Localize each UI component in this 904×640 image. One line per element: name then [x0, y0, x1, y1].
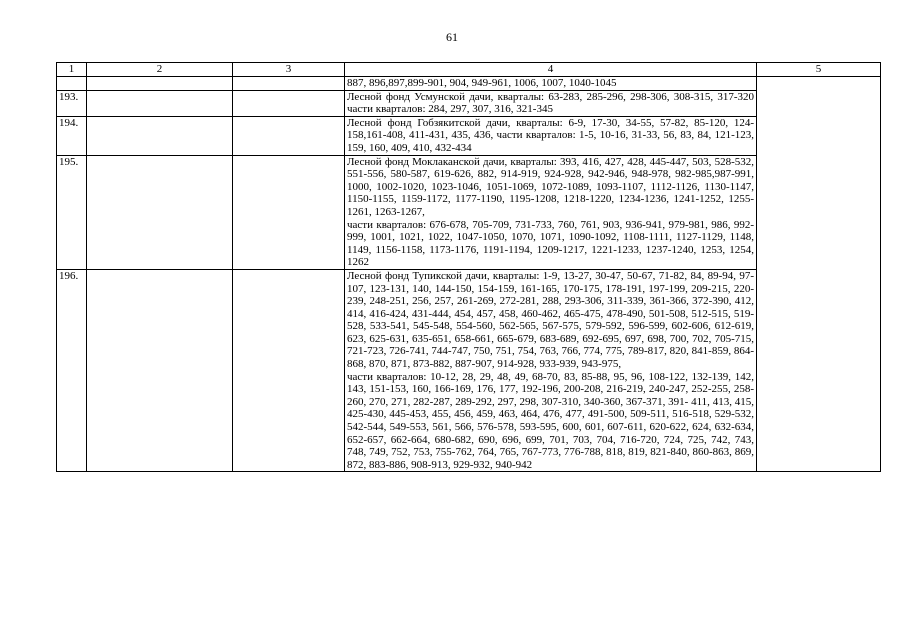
cell-col-3 — [233, 77, 345, 91]
cell-num — [57, 77, 87, 91]
cell-description: 887, 896,897,899-901, 904, 949-961, 1006, 1007, 1040-1045 — [345, 77, 757, 91]
cell-description — [345, 155, 757, 269]
cell-col-2 — [87, 269, 233, 472]
header-col-2: 2 — [87, 63, 233, 77]
cell-num: 195. — [57, 155, 87, 269]
description-parts-paragraph: части кварталов: 10-12, 28, 29, 48, 49, 68-70, 83, 85-88, 95, 96, 108-122, 132-139, 142, 143, 151-153, 160, 166-169, 176, 177, 192-196, 200-208, 216-219, 240-247, 252-255, 258-260, 270, 271, 282-287, 289-292, 297, 298, 307-310, 340-360, 367-371, 391- 411, 413, 415, 425-430, 445-453, 455, 456, 459, 463, 464, 476, 477, 491-500, 509-511, 516-518, 529-532, 542-544, 549-553, 561, 566, 576-578, 593-595, 600, 601, 607-611, 620-622, 624, 632-634, 652-657, 662-664, 680-682, 690, 696, 699, 701, 703, 704, 716-720, 724, 725, 742, 743, 748, 749, 752, 753, 755-762, 764, 765, 767-773, 776-788, 818, 819, 821-840, 860-863, 869, 872, 883-886, 908-913, 929-932, 940-942 — [347, 370, 754, 471]
cell-col-3 — [233, 90, 345, 116]
header-col-5: 5 — [757, 63, 881, 77]
cell-description: Лесной фонд Усмунской дачи, кварталы: 63-283, 285-296, 298-306, 308-315, 317-320 части кварталов: 284, 297, 307, 316, 321-345 — [345, 90, 757, 116]
cell-description: Лесной фонд Гобзякитской дачи, кварталы: 6-9, 17-30, 34-55, 57-82, 85-120, 124-158,161-408, 411-431, 435, 436, части кварталов: 1-5, 10-16, 31-33, 56, 83, 84, 121-123, 159, 160, 409, 410, 432-434 — [345, 116, 757, 155]
cell-col-2 — [87, 155, 233, 269]
cell-col-3 — [233, 155, 345, 269]
cell-description — [345, 269, 757, 472]
cell-num: 193. — [57, 90, 87, 116]
cell-col-5 — [757, 77, 881, 472]
header-col-1: 1 — [57, 63, 87, 77]
header-col-4: 4 — [345, 63, 757, 77]
table-header-row — [57, 63, 881, 77]
cell-col-2 — [87, 90, 233, 116]
forest-fund-table — [56, 62, 881, 472]
cell-num: 196. — [57, 269, 87, 472]
cell-col-3 — [233, 269, 345, 472]
cell-num: 194. — [57, 116, 87, 155]
cell-col-2 — [87, 77, 233, 91]
description-paragraph: Лесной фонд Тупикской дачи, кварталы: 1-9, 13-27, 30-47, 50-67, 71-82, 84, 89-94, 97-107, 123-131, 140, 144-150, 154-159, 161-165, 170-175, 178-191, 197-199, 209-215, 220-239, 248-251, 256, 257, 261-269, 272-281, 288, 293-306, 311-339, 361-366, 372-390, 412, 414, 416-424, 431-444, 454, 457, 458, 460-462, 465-475, 478-490, 501-508, 512-515, 519-528, 533-541, 545-548, 554-560, 562-565, 567-575, 579-592, 596-599, 602-606, 612-619, 623, 625-631, 635-651, 658-661, 665-679, 683-689, 692-695, 697, 698, 700, 702, 705-715, 721-723, 726-741, 744-747, 750, 751, 754, 763, 766, 774, 775, 789-817, 820, 841-859, 864-868, 870, 871, 873-882, 887-907, 914-928, 933-939, 943-975, — [347, 269, 754, 371]
description-parts-paragraph: части кварталов: 676-678, 705-709, 731-733, 760, 761, 903, 936-941, 979-981, 986, 992-999, 1001, 1021, 1022, 1047-1050, 1070, 1071, 1090-1092, 1108-1111, 1127-1129, 1148, 1149, 1156-1158, 1173-1176, 1191-1194, 1209-1217, 1221-1233, 1237-1240, 1253, 1254, 1262 — [347, 218, 754, 269]
page-number: 61 — [446, 30, 458, 44]
cell-col-2 — [87, 116, 233, 155]
cell-col-3 — [233, 116, 345, 155]
table-row-continuation — [57, 77, 881, 91]
header-col-3: 3 — [233, 63, 345, 77]
description-paragraph: Лесной фонд Моклаканской дачи, кварталы: 393, 416, 427, 428, 445-447, 503, 528-532, 551-556, 580-587, 619-626, 882, 914-919, 924-928, 942-946, 948-978, 982-985,987-991, 1000, 1002-1020, 1023-1046, 1051-1069, 1072-1089, 1093-1107, 1112-1126, 1130-1147, 1150-1155, 1159-1172, 1177-1190, 1195-1208, 1218-1220, 1234-1236, 1241-1252, 1255-1261, 1263-1267, — [347, 155, 754, 218]
